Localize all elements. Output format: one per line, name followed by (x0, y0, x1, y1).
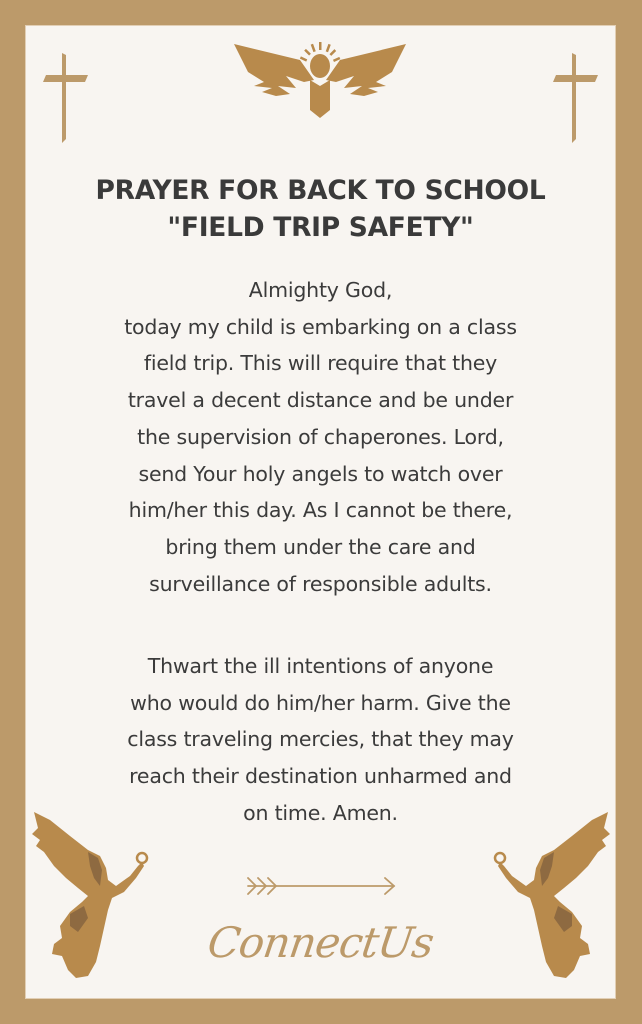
prayer-line: Almighty God, (248, 278, 393, 302)
title-subtitle: "FIELD TRIP SAFETY" (167, 212, 474, 243)
prayer-line: bring them under the care and (165, 534, 476, 559)
prayer-line: who would do him/her harm. Give the (130, 690, 511, 715)
prayer-line: travel a decent distance and be under (127, 388, 514, 413)
prayer-line: surveillance of responsible adults. (149, 571, 492, 596)
cross-icon (41, 53, 89, 143)
prayer-line: class traveling mercies, that they may (127, 727, 514, 752)
winged-sun-emblem-icon (234, 42, 406, 118)
cross-icon (551, 53, 599, 143)
page-title (25, 172, 616, 246)
prayer-line: Thwart the ill intentions of anyone (147, 654, 494, 678)
prayer-line: him/her this day. As I cannot be there, (128, 498, 513, 523)
arrow-icon (244, 874, 398, 898)
prayer-line: field trip. This will require that they (143, 351, 498, 376)
prayer-line: today my child is embarking on a class (124, 314, 517, 339)
prayer-paragraph-2 (25, 648, 616, 832)
title-line: PRAYER FOR BACK TO SCHOOL (95, 175, 546, 206)
prayer-paragraph-1 (25, 272, 616, 602)
prayer-line: send Your holy angels to watch over (138, 461, 503, 486)
brand-logo: ConnectUs (204, 918, 437, 967)
prayer-line: the supervision of chaperones. Lord, (137, 424, 504, 449)
prayer-line: reach their destination unharmed and (129, 764, 512, 789)
prayer-line: on time. Amen. (243, 800, 398, 825)
